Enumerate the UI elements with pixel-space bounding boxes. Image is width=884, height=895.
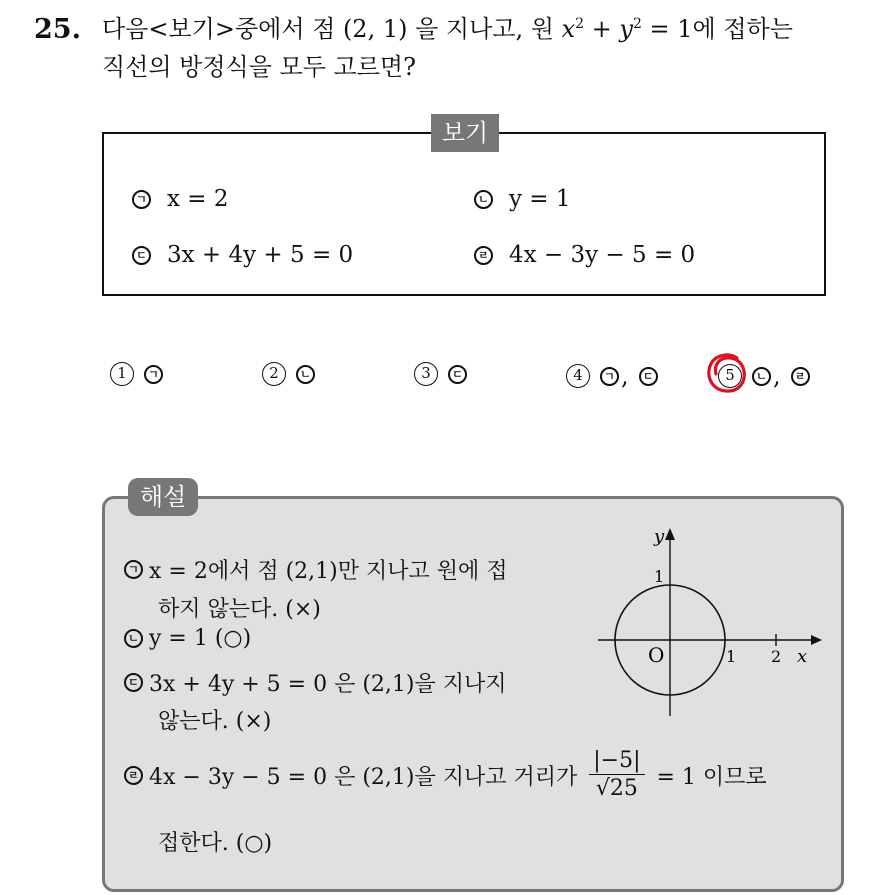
question-text-line1 bbox=[102, 14, 793, 44]
distance-fraction bbox=[589, 748, 644, 803]
explanation-line-1b: 하지 않는다. (×) bbox=[158, 597, 321, 622]
circled-mark: ㄱ bbox=[144, 365, 163, 384]
explanation-text: 4x − 3y − 5 = 0 은 (2,1)을 지나고 거리가 bbox=[149, 765, 578, 790]
bogi-item-3 bbox=[132, 242, 353, 268]
choice-number: 3 bbox=[414, 362, 438, 386]
circled-mark: ㄹ bbox=[124, 766, 143, 785]
fraction-numerator: |−5| bbox=[589, 748, 644, 775]
selection-ring-icon bbox=[704, 350, 750, 396]
explanation-line-3b: 않는다. (×) bbox=[158, 709, 272, 734]
question-exp-x: 2 bbox=[575, 16, 585, 32]
question-eq-plus: + bbox=[591, 15, 612, 43]
bogi-item-expr: 3x + 4y + 5 = 0 bbox=[167, 242, 354, 268]
choice-4[interactable] bbox=[566, 362, 658, 390]
circled-mark: ㄱ bbox=[132, 190, 151, 209]
x-axis-label: x bbox=[797, 646, 808, 667]
bogi-tag: 보기 bbox=[431, 114, 499, 152]
circled-mark: ㄴ bbox=[296, 365, 315, 384]
circled-mark: ㄴ bbox=[474, 190, 493, 209]
x-tick-label-2: 2 bbox=[771, 647, 782, 666]
choice-number: 2 bbox=[262, 362, 286, 386]
circled-mark: ㄴ bbox=[124, 629, 143, 648]
question-eq-x: x bbox=[561, 15, 576, 43]
unit-circle-graph bbox=[590, 522, 830, 722]
y-axis-label: y bbox=[654, 526, 665, 547]
choice-number: 4 bbox=[566, 364, 590, 388]
bogi-item-expr: 4x − 3y − 5 = 0 bbox=[509, 242, 696, 268]
circled-mark: ㄷ bbox=[639, 367, 658, 386]
question-number: 25. bbox=[34, 14, 81, 45]
choice-number: 1 bbox=[110, 362, 134, 386]
bogi-item-expr: x = 2 bbox=[167, 186, 229, 212]
explanation-line-3 bbox=[124, 667, 506, 698]
circled-mark: ㄷ bbox=[448, 365, 467, 384]
choice-sep: , bbox=[773, 362, 781, 390]
question-text-pre: 다음<보기>중에서 점 (2, 1) 을 지나고, 원 bbox=[102, 15, 554, 43]
explanation-line-5: 접한다. (○) bbox=[158, 831, 273, 856]
explanation-text: y = 1 (○) bbox=[149, 626, 252, 651]
explanation-line-1 bbox=[124, 554, 507, 585]
y-axis-arrow-icon bbox=[665, 528, 675, 540]
choice-sep: , bbox=[621, 362, 629, 390]
bogi-item-expr: y = 1 bbox=[509, 186, 571, 212]
circled-mark: ㄷ bbox=[132, 246, 151, 265]
circled-mark: ㄹ bbox=[474, 246, 493, 265]
question-exp-y: 2 bbox=[632, 16, 642, 32]
explanation-line-4 bbox=[124, 748, 767, 803]
fraction-denominator: √25 bbox=[595, 776, 638, 801]
explanation-tag: 해설 bbox=[128, 478, 198, 516]
x-axis-arrow-icon bbox=[811, 635, 822, 645]
choice-3[interactable] bbox=[414, 362, 467, 386]
bogi-item-1 bbox=[132, 186, 229, 212]
circled-mark: ㄴ bbox=[752, 367, 771, 386]
question-text-line2: 직선의 방정식을 모두 고르면? bbox=[102, 53, 416, 81]
explanation-text: 3x + 4y + 5 = 0 은 (2,1)을 지나지 bbox=[149, 672, 507, 697]
circled-mark: ㄷ bbox=[124, 673, 143, 692]
y-tick-label-1: 1 bbox=[654, 567, 665, 586]
choice-2[interactable] bbox=[262, 362, 315, 386]
circled-mark: ㄹ bbox=[791, 367, 810, 386]
bogi-box bbox=[102, 132, 826, 296]
x-tick-label-1: 1 bbox=[726, 647, 737, 666]
explanation-text: = 1 이므로 bbox=[656, 765, 767, 790]
question-eq-y: y bbox=[619, 15, 633, 43]
origin-label: O bbox=[648, 643, 665, 667]
circled-mark: ㄱ bbox=[600, 367, 619, 386]
bogi-item-4 bbox=[474, 242, 695, 268]
question-eq-tail: = 1에 접하는 bbox=[649, 15, 793, 43]
explanation-text: x = 2에서 점 (2,1)만 지나고 원에 접 bbox=[149, 559, 508, 584]
choice-number: 5 bbox=[718, 364, 742, 388]
bogi-item-2 bbox=[474, 186, 571, 212]
explanation-line-2 bbox=[124, 626, 251, 651]
choice-1[interactable] bbox=[110, 362, 163, 386]
circled-mark: ㄱ bbox=[124, 560, 143, 579]
